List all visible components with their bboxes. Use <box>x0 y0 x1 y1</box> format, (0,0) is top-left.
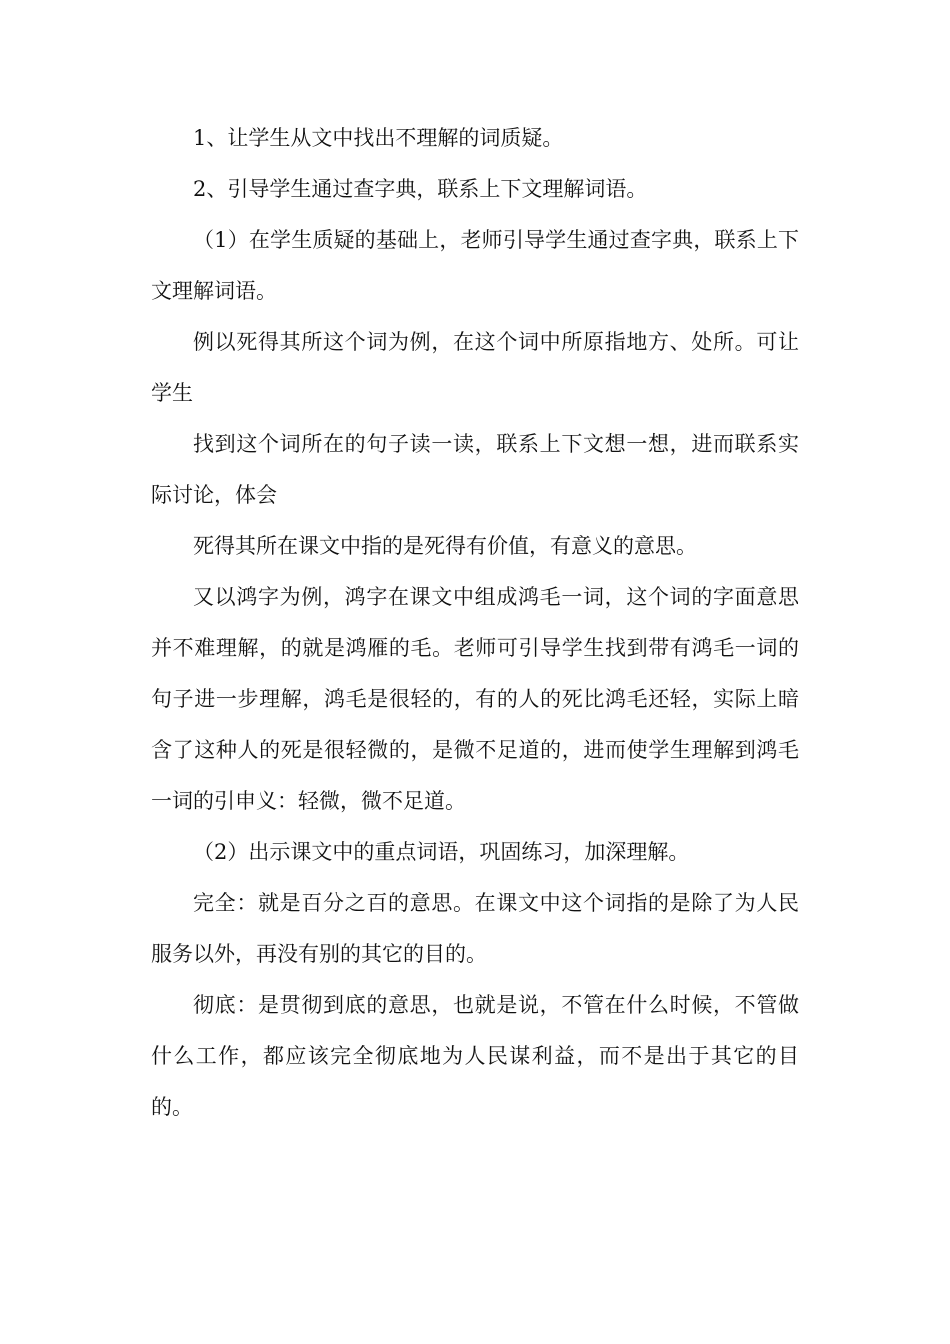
paragraph-step-1: 1、让学生从文中找出不理解的词质疑。 <box>193 126 564 150</box>
paragraph-chedi: 彻底：是贯彻到底的意思，也就是说，不管在什么时候，不管做什么工作，都应该完全彻底地为人民谋利益，而不是出于其它的目的。 <box>151 993 799 1119</box>
paragraph-example-hongmao: 又以鸿字为例，鸿字在课文中组成鸿毛一词，这个词的字面意思并不难理解，的就是鸿雁的毛。老师可引导学生找到带有鸿毛一词的句子进一步理解，鸿毛是很轻的，有的人的死比鸿毛还轻，实际上暗含了这种人的死是很轻微的，是微不足道的，进而使学生理解到鸿毛一词的引申义：轻微，微不足道。 <box>151 585 799 813</box>
paragraph-step-2: 2、引导学生通过查字典，联系上下文理解词语。 <box>193 177 648 201</box>
paragraph-sidesuo-meaning: 死得其所在课文中指的是死得有价值，有意义的意思。 <box>193 534 697 558</box>
document-body <box>151 113 799 1133</box>
paragraph-substep-1: （1）在学生质疑的基础上，老师引导学生通过查字典，联系上下文理解词语。 <box>151 228 799 303</box>
paragraph-example-sidesuo: 例以死得其所这个词为例，在这个词中所原指地方、处所。可让学生 <box>151 330 799 405</box>
paragraph-find-sentence: 找到这个词所在的句子读一读，联系上下文想一想，进而联系实际讨论，体会 <box>151 432 799 507</box>
paragraph-substep-2: （2）出示课文中的重点词语，巩固练习，加深理解。 <box>193 840 690 864</box>
paragraph-wanquan: 完全：就是百分之百的意思。在课文中这个词指的是除了为人民服务以外，再没有别的其它的目的。 <box>151 891 799 966</box>
